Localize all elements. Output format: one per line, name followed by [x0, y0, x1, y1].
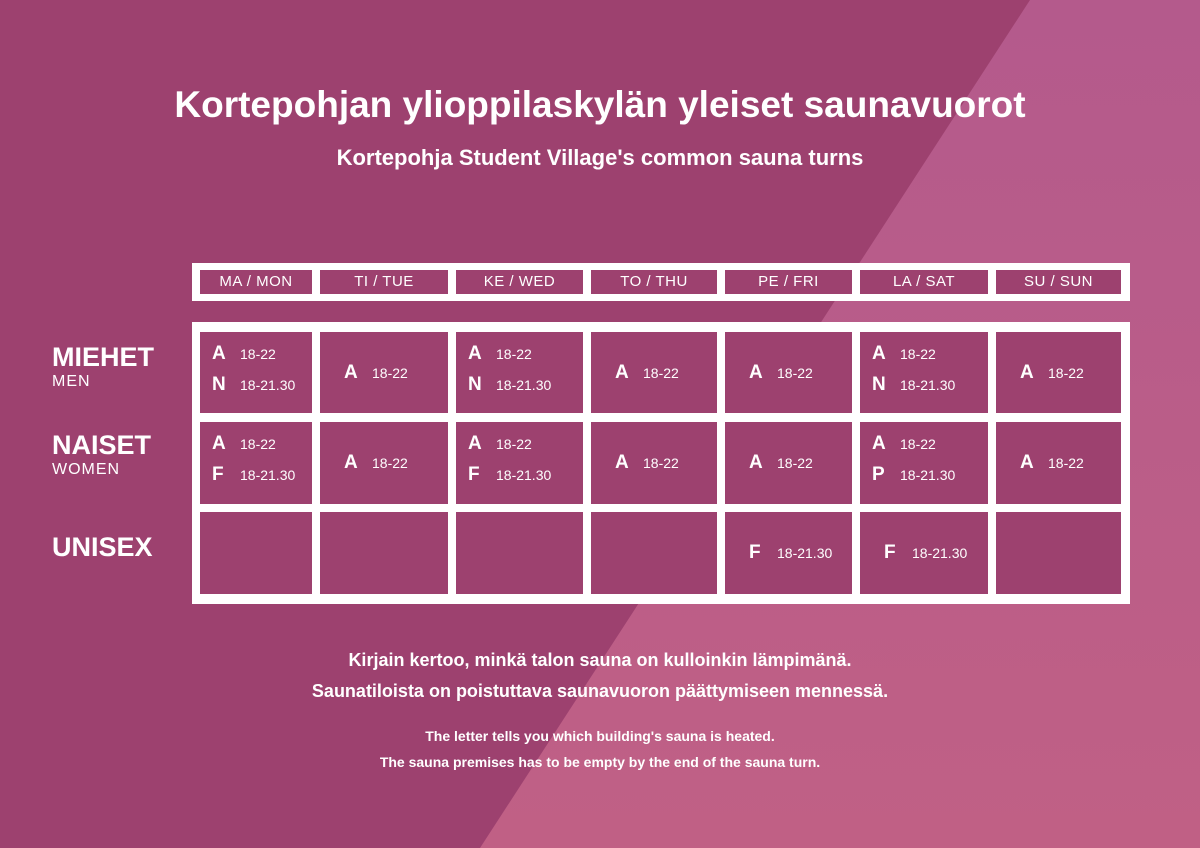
- schedule-cell: [725, 422, 852, 504]
- row-label-finnish: UNISEX: [52, 532, 153, 562]
- building-letter: A: [344, 362, 358, 383]
- turn-time: 18-22: [900, 436, 936, 452]
- turn-time: 18-21.30: [240, 377, 296, 393]
- schedule-cell: [591, 422, 717, 504]
- turn-time: 18-22: [372, 455, 408, 471]
- schedule-cell: [725, 512, 852, 594]
- building-letter: A: [749, 362, 763, 383]
- poster-title: Kortepohjan ylioppilaskylän yleiset saunavuorot: [174, 84, 1026, 125]
- schedule-cell: [320, 422, 448, 504]
- sauna-schedule-grid: [192, 322, 1130, 604]
- schedule-cell: [996, 512, 1121, 594]
- building-letter: F: [749, 542, 761, 563]
- turn-time: 18-22: [643, 455, 679, 471]
- building-letter: F: [212, 464, 224, 485]
- turn-time: 18-21.30: [777, 545, 833, 561]
- building-letter: A: [615, 362, 629, 383]
- schedule-cell: [456, 332, 583, 413]
- building-letter: A: [468, 433, 482, 454]
- schedule-cell: [860, 332, 988, 413]
- building-letter: F: [468, 464, 480, 485]
- building-letter: A: [344, 452, 358, 473]
- schedule-cell: [860, 512, 988, 594]
- finnish-note-line: Saunatiloista on poistuttava saunavuoron päättymiseen mennessä.: [311, 681, 889, 701]
- row-label-finnish: NAISET: [52, 430, 152, 460]
- schedule-cell: [996, 422, 1121, 504]
- row-label: [52, 430, 151, 480]
- building-letter: F: [884, 542, 896, 563]
- building-letter: N: [872, 374, 886, 395]
- schedule-cell: [320, 512, 448, 594]
- building-letter: A: [872, 433, 886, 454]
- day-header-1: MA / MON: [200, 270, 312, 294]
- schedule-cell: [320, 332, 448, 413]
- day-header-2: TI / TUE: [320, 270, 448, 294]
- turn-time: 18-21.30: [900, 377, 956, 393]
- row-label: [52, 342, 154, 392]
- turn-time: 18-22: [1048, 365, 1084, 381]
- row-label-english: WOMEN: [52, 461, 121, 478]
- building-letter: A: [468, 343, 482, 364]
- building-letter: N: [212, 374, 226, 395]
- turn-time: 18-22: [777, 365, 813, 381]
- schedule-cell: [996, 332, 1121, 413]
- poster-subtitle: Kortepohja Student Village's common sauna turns: [336, 145, 864, 170]
- row-label: [52, 532, 153, 562]
- turn-time: 18-21.30: [496, 377, 552, 393]
- english-note-line: The sauna premises has to be empty by the end of the sauna turn.: [379, 754, 821, 770]
- turn-time: 18-22: [900, 346, 936, 362]
- turn-time: 18-22: [240, 436, 276, 452]
- schedule-cell: [200, 512, 312, 594]
- schedule-cell: [591, 512, 717, 594]
- weekday-header-row: [192, 263, 1130, 301]
- building-letter: A: [212, 433, 226, 454]
- building-letter: N: [468, 374, 482, 395]
- building-letter: A: [749, 452, 763, 473]
- day-header-7: SU / SUN: [996, 270, 1121, 294]
- schedule-cell: [200, 422, 312, 504]
- row-label-finnish: MIEHET: [52, 342, 155, 372]
- building-letter: A: [615, 452, 629, 473]
- row-label-english: MEN: [52, 373, 91, 390]
- turn-time: 18-22: [496, 436, 532, 452]
- schedule-cell: [456, 422, 583, 504]
- turn-time: 18-22: [1048, 455, 1084, 471]
- day-header-4: TO / THU: [591, 270, 717, 294]
- turn-time: 18-21.30: [240, 467, 296, 483]
- building-letter: A: [1020, 362, 1034, 383]
- turn-time: 18-21.30: [912, 545, 968, 561]
- turn-time: 18-21.30: [900, 467, 956, 483]
- turn-time: 18-22: [777, 455, 813, 471]
- schedule-cell: [725, 332, 852, 413]
- turn-time: 18-22: [372, 365, 408, 381]
- schedule-cell: [456, 512, 583, 594]
- day-header-3: KE / WED: [456, 270, 583, 294]
- day-header-6: LA / SAT: [860, 270, 988, 294]
- turn-time: 18-22: [496, 346, 532, 362]
- schedule-cell: [591, 332, 717, 413]
- building-letter: A: [1020, 452, 1034, 473]
- building-letter: A: [212, 343, 226, 364]
- finnish-note-line: Kirjain kertoo, minkä talon sauna on kulloinkin lämpimänä.: [348, 650, 852, 670]
- turn-time: 18-22: [643, 365, 679, 381]
- building-letter: A: [872, 343, 886, 364]
- day-header-5: PE / FRI: [725, 270, 852, 294]
- turn-time: 18-22: [240, 346, 276, 362]
- turn-time: 18-21.30: [496, 467, 552, 483]
- building-letter: P: [872, 464, 885, 485]
- english-note-line: The letter tells you which building's sauna is heated.: [425, 728, 775, 744]
- schedule-cell: [860, 422, 988, 504]
- schedule-cell: [200, 332, 312, 413]
